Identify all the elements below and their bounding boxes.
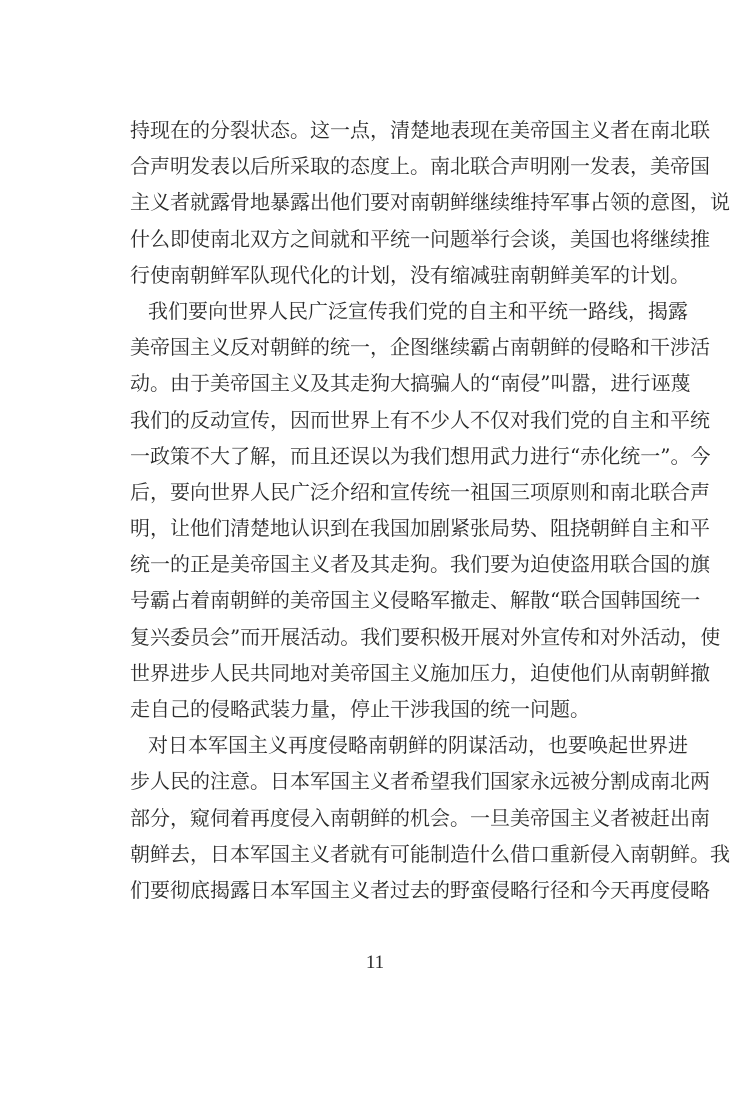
text-line: 行使南朝鲜军队现代化的计划，没有缩减驻南朝鲜美军的计划。	[130, 262, 690, 287]
text-line: 复兴委员会”而开展活动。我们要积极开展对外宣传和对外活动，使	[130, 624, 721, 649]
paragraph-first-line: 对日本军国主义再度侵略南朝鲜的阴谋活动，也要唤起世界进	[148, 733, 688, 758]
text-line: 朝鲜去，日本军国主义者就有可能制造什么借口重新侵入南朝鲜。我	[130, 841, 730, 866]
text-line: 主义者就露骨地暴露出他们要对南朝鲜继续维持军事占领的意图，说	[130, 190, 730, 215]
text-line: 合声明发表以后所采取的态度上。南北联合声明刚一发表，美帝国	[130, 154, 710, 179]
text-line: 什么即使南北双方之间就和平统一问题举行会谈，美国也将继续推	[130, 226, 710, 251]
text-line: 动。由于美帝国主义及其走狗大搞骗人的“南侵”叫嚣，进行诬蔑	[130, 371, 691, 396]
text-line: 世界进步人民共同地对美帝国主义施加压力，迫使他们从南朝鲜撤	[130, 660, 710, 685]
page-number: 11	[365, 952, 385, 973]
text-line: 一政策不大了解，而且还误以为我们想用武力进行“赤化统一”。今	[130, 443, 711, 468]
text-line: 部分，窥伺着再度侵入南朝鲜的机会。一旦美帝国主义者被赶出南	[130, 805, 710, 830]
text-line: 步人民的注意。日本军国主义者希望我们国家永远被分割成南北两	[130, 769, 710, 794]
text-line: 持现在的分裂状态。这一点，清楚地表现在美帝国主义者在南北联	[130, 118, 710, 142]
text-line: 走自己的侵略武装力量，停止干涉我国的统一问题。	[130, 697, 590, 721]
paragraph-first-line: 我们要向世界人民广泛宣传我们党的自主和平统一路线，揭露	[148, 298, 688, 323]
text-line: 们要彻底揭露日本军国主义者过去的野蛮侵略行径和今天再度侵略	[130, 877, 710, 902]
text-line: 美帝国主义反对朝鲜的统一，企图继续霸占南朝鲜的侵略和干涉活	[130, 335, 710, 360]
text-line: 我们的反动宣传，因而世界上有不少人不仅对我们党的自主和平统	[130, 407, 710, 432]
body-text	[130, 112, 730, 908]
text-line: 后，要向世界人民广泛介绍和宣传统一祖国三项原则和南北联合声	[130, 479, 710, 504]
text-line: 号霸占着南朝鲜的美帝国主义侵略军撤走、解散“联合国韩国统一	[130, 588, 701, 613]
text-line: 统一的正是美帝国主义者及其走狗。我们要为迫使盗用联合国的旗	[130, 552, 710, 577]
text-line: 明，让他们清楚地认识到在我国加剧紧张局势、阻挠朝鲜自主和平	[130, 516, 710, 541]
